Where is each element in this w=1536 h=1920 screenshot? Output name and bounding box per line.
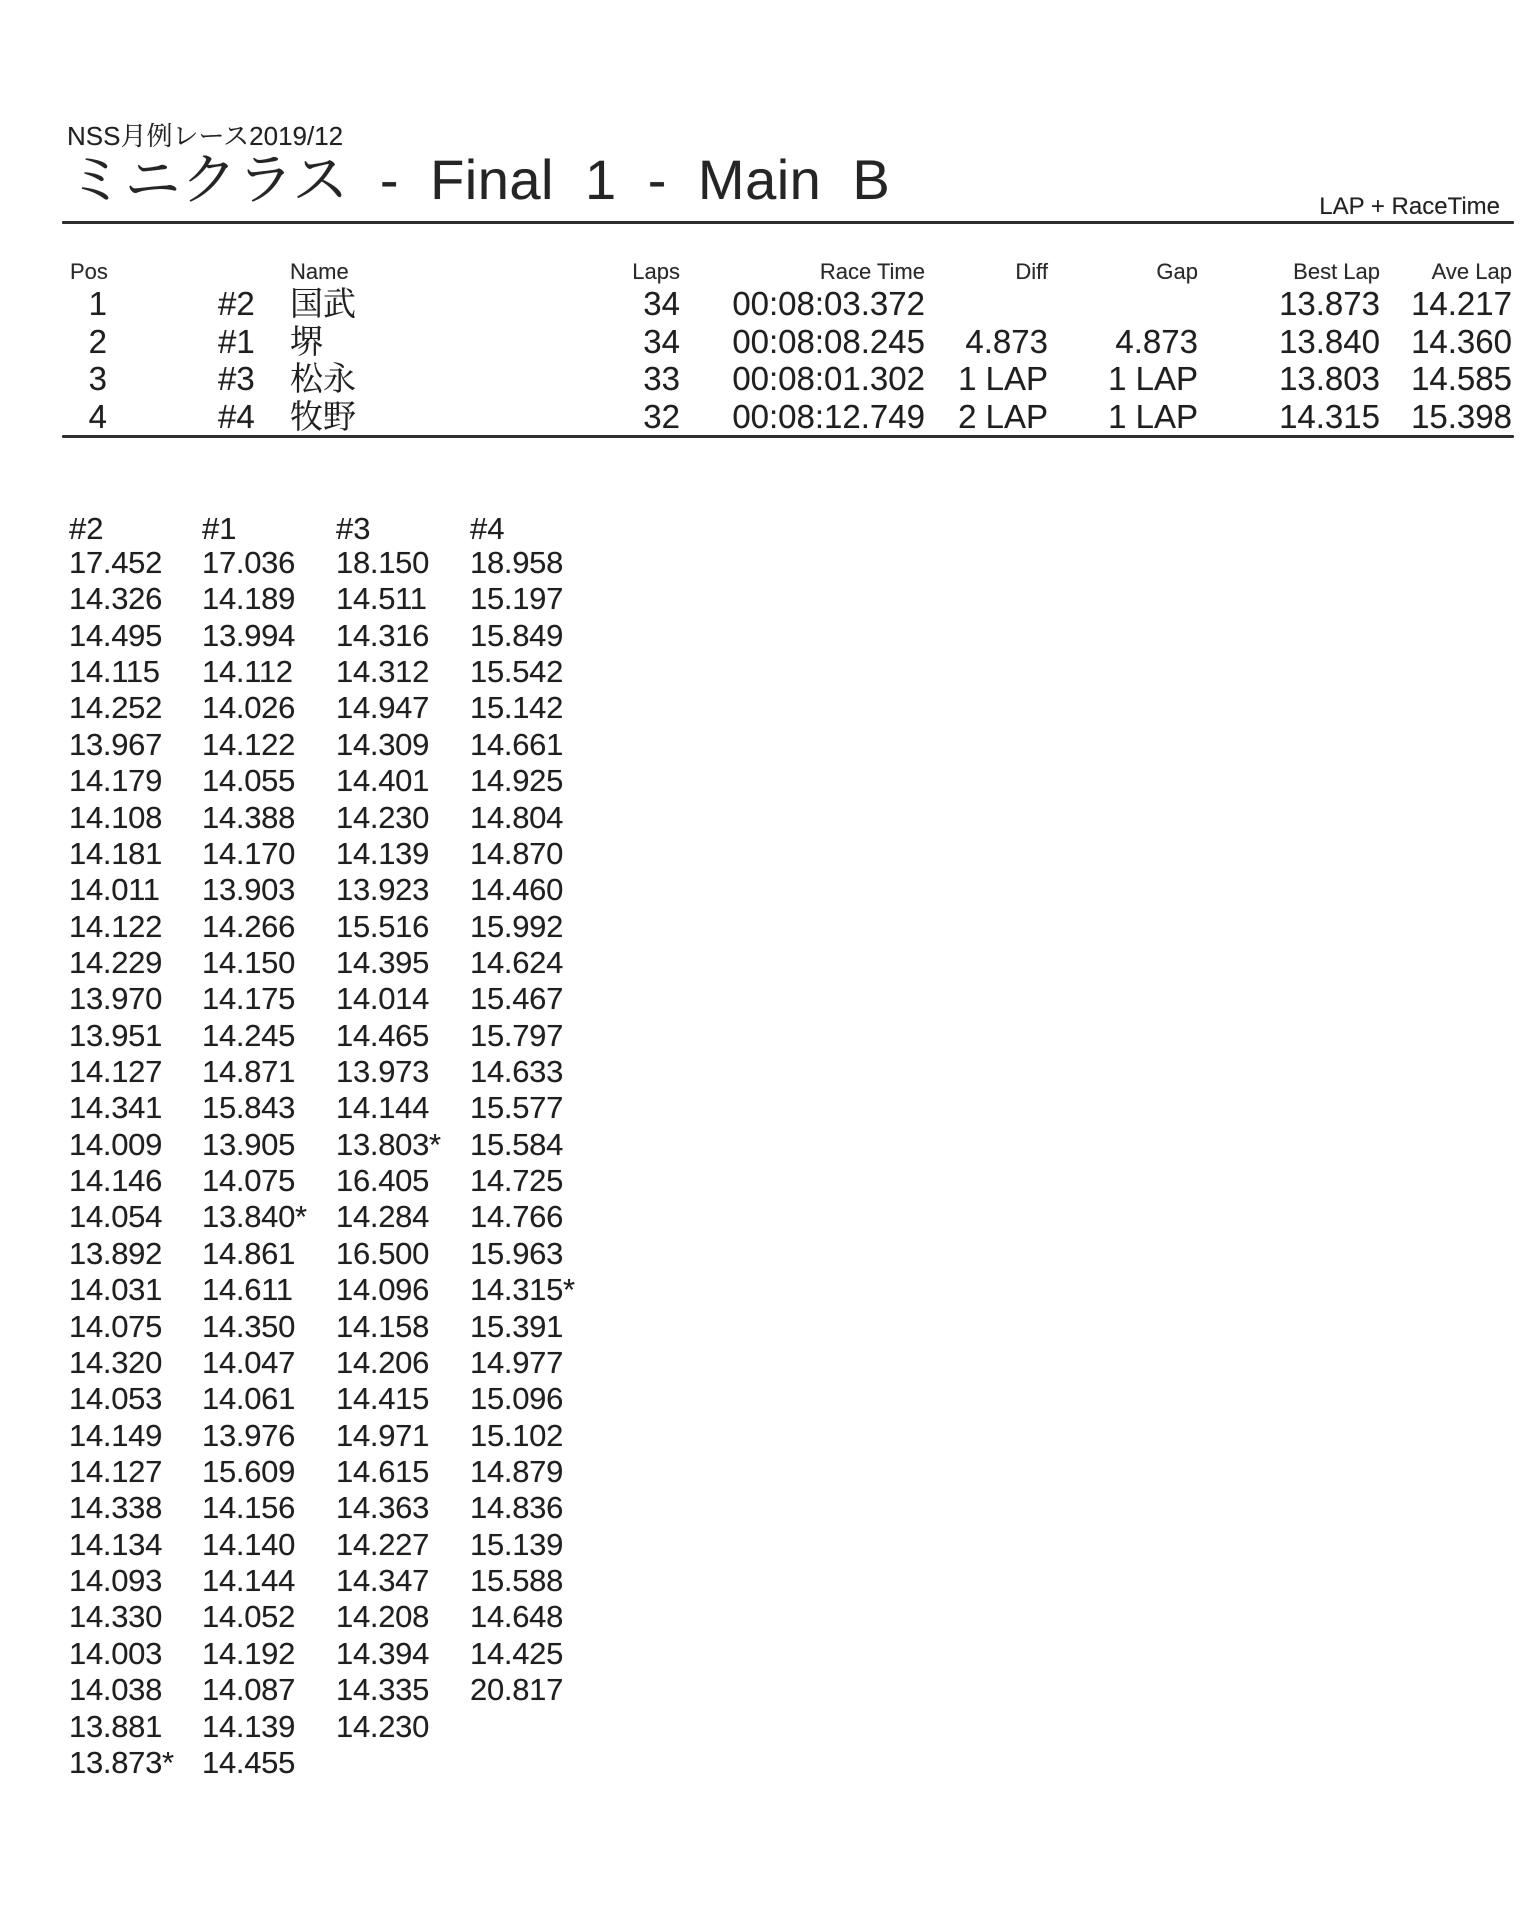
- lap-time-car3: 18.150: [336, 545, 430, 580]
- lap-time-car1: 14.156: [202, 1490, 296, 1526]
- lap-time-car1: 14.055: [202, 763, 296, 799]
- lap-table-header-row: [0, 511, 660, 547]
- lap-time-car3: 14.363: [336, 1490, 430, 1526]
- lap-time-car4: 15.588: [470, 1563, 564, 1599]
- lap-time-car2: 14.038: [69, 1672, 163, 1708]
- race-time-value: 00:08:12.749: [732, 398, 925, 436]
- lap-time-car2: 14.053: [69, 1381, 163, 1417]
- results-header-laps: Laps: [632, 259, 680, 284]
- lap-table-row: [0, 1491, 660, 1527]
- driver-name: 堺: [290, 322, 323, 360]
- lap-time-car4: 14.925: [470, 763, 564, 799]
- lap-table-row: [0, 1746, 660, 1782]
- lap-time-car1: 17.036: [202, 545, 296, 580]
- lap-time-car3: 14.230: [336, 1708, 430, 1744]
- lap-time-car2: 14.338: [69, 1490, 163, 1526]
- lap-time-car2: 14.054: [69, 1199, 163, 1235]
- lap-time-car4: 15.584: [470, 1126, 564, 1162]
- lap-time-car4: 15.102: [470, 1417, 564, 1453]
- lap-time-car3: 14.394: [336, 1635, 430, 1671]
- results-header-name: Name: [290, 259, 349, 284]
- lap-time-car1: 14.150: [202, 944, 296, 980]
- lap-time-car1: 14.266: [202, 908, 296, 944]
- lap-time-car1: 14.061: [202, 1381, 296, 1417]
- lap-time-car3: 14.316: [336, 617, 430, 653]
- lap-time-car4: 14.804: [470, 799, 564, 835]
- laps-value: 33: [643, 360, 680, 398]
- lap-table-column-header: #2: [69, 511, 104, 546]
- lap-time-car1: 14.189: [202, 581, 296, 617]
- lap-table-body: [0, 546, 660, 1782]
- lap-time-car3: 13.803*: [336, 1126, 441, 1162]
- lap-time-car3: 14.206: [336, 1344, 430, 1380]
- results-header-row: [65, 257, 1512, 283]
- lap-time-car1: 13.994: [202, 617, 296, 653]
- lap-time-car2: 13.873*: [69, 1744, 174, 1780]
- lap-time-car3: 14.947: [336, 690, 430, 726]
- results-header-gap: Gap: [1156, 259, 1198, 284]
- lap-time-car3: 13.923: [336, 872, 430, 908]
- lap-time-car4: 15.391: [470, 1308, 564, 1344]
- lap-time-car4: 14.870: [470, 835, 564, 871]
- lap-time-car2: 13.967: [69, 726, 163, 762]
- driver-name: 牧野: [290, 398, 356, 436]
- results-table-body: [65, 286, 1512, 437]
- lap-table-row: [0, 910, 660, 946]
- lap-time-car1: 14.144: [202, 1563, 296, 1599]
- lap-time-car3: 16.405: [336, 1163, 430, 1199]
- best-lap-value: 13.873: [1279, 285, 1380, 322]
- driver-name: 松永: [290, 360, 356, 398]
- lap-table-row: [0, 873, 660, 909]
- gap-value: 4.873: [1115, 322, 1198, 360]
- car-number: #3: [218, 360, 255, 398]
- lap-time-car2: 14.127: [69, 1054, 163, 1090]
- lap-time-car2: 13.892: [69, 1235, 163, 1271]
- lap-time-car4: 15.142: [470, 690, 564, 726]
- lap-time-car1: 14.122: [202, 726, 296, 762]
- lap-time-car1: 14.455: [202, 1744, 296, 1780]
- lap-table-row: [0, 728, 660, 764]
- lap-time-car1: 14.170: [202, 835, 296, 871]
- lap-time-car2: 13.881: [69, 1708, 163, 1744]
- lap-time-car1: 14.350: [202, 1308, 296, 1344]
- race-time-value: 00:08:01.302: [732, 360, 925, 398]
- lap-time-car3: 14.158: [336, 1308, 430, 1344]
- lap-table-row: [0, 1200, 660, 1236]
- lap-time-car3: 14.144: [336, 1090, 430, 1126]
- diff-value: 4.873: [965, 322, 1048, 360]
- lap-table-row: [0, 982, 660, 1018]
- ave-lap-value: 14.360: [1411, 322, 1512, 360]
- lap-time-car1: 14.139: [202, 1708, 296, 1744]
- lap-time-car3: 14.096: [336, 1272, 430, 1308]
- lap-time-car3: 14.415: [336, 1381, 430, 1417]
- lap-time-car1: 14.075: [202, 1163, 296, 1199]
- lap-time-car3: 14.284: [336, 1199, 430, 1235]
- page-title: ミニクラス - Final 1 - Main B: [68, 148, 891, 211]
- lap-table-row: [0, 1528, 660, 1564]
- lap-time-car2: 14.320: [69, 1344, 163, 1380]
- lap-time-car1: 14.047: [202, 1344, 296, 1380]
- ave-lap-value: 14.217: [1411, 285, 1512, 322]
- race-time-value: 00:08:03.372: [732, 285, 925, 322]
- lap-table-row: [0, 691, 660, 727]
- lap-time-car2: 14.146: [69, 1163, 163, 1199]
- laps-value: 34: [643, 285, 680, 322]
- lap-time-car3: 14.014: [336, 981, 430, 1017]
- lap-time-car2: 14.341: [69, 1090, 163, 1126]
- lap-time-car3: 14.335: [336, 1672, 430, 1708]
- lap-table-column-header: #3: [336, 511, 371, 546]
- lap-table-row: [0, 764, 660, 800]
- results-row: [65, 361, 1512, 399]
- race-time-value: 00:08:08.245: [732, 322, 925, 360]
- lap-time-car1: 14.087: [202, 1672, 296, 1708]
- lap-table-row: [0, 1710, 660, 1746]
- lap-time-car3: 14.227: [336, 1526, 430, 1562]
- position-value: 2: [88, 322, 107, 360]
- lap-time-car2: 14.495: [69, 617, 163, 653]
- lap-table-row: [0, 1237, 660, 1273]
- lap-table-row: [0, 837, 660, 873]
- lap-table-row: [0, 1273, 660, 1309]
- lap-time-car3: 14.230: [336, 799, 430, 835]
- lap-time-car1: 14.388: [202, 799, 296, 835]
- lap-time-car3: 16.500: [336, 1235, 430, 1271]
- lap-time-car2: 14.127: [69, 1453, 163, 1489]
- lap-time-car4: 20.817: [470, 1672, 564, 1708]
- lap-time-car4: 14.648: [470, 1599, 564, 1635]
- lap-time-car4: 15.096: [470, 1381, 564, 1417]
- lap-table-row: [0, 619, 660, 655]
- lap-time-car2: 14.031: [69, 1272, 163, 1308]
- event-title: NSS月例レース2019/12: [67, 121, 344, 151]
- lap-table-row: [0, 1019, 660, 1055]
- results-header-ave-lap: Ave Lap: [1431, 259, 1512, 284]
- position-value: 4: [88, 398, 107, 436]
- lap-time-car4: 14.624: [470, 944, 564, 980]
- lap-time-car2: 14.149: [69, 1417, 163, 1453]
- lap-time-car1: 13.905: [202, 1126, 296, 1162]
- lap-time-car1: 15.843: [202, 1090, 296, 1126]
- lap-time-car4: 15.992: [470, 908, 564, 944]
- lap-time-car1: 13.903: [202, 872, 296, 908]
- lap-table-row: [0, 946, 660, 982]
- header-divider: [62, 221, 1514, 224]
- lap-table-row: [0, 1091, 660, 1127]
- lap-table-row: [0, 1419, 660, 1455]
- lap-time-car2: 14.134: [69, 1526, 163, 1562]
- lap-table-row: [0, 1673, 660, 1709]
- lap-time-car2: 14.003: [69, 1635, 163, 1671]
- lap-time-car2: 14.075: [69, 1308, 163, 1344]
- lap-time-car3: 14.139: [336, 835, 430, 871]
- lap-table-row: [0, 546, 660, 582]
- position-value: 3: [88, 360, 107, 398]
- lap-table-row: [0, 801, 660, 837]
- ave-lap-value: 14.585: [1411, 360, 1512, 398]
- lap-table-row: [0, 1128, 660, 1164]
- lap-time-car4: 14.661: [470, 726, 564, 762]
- best-lap-value: 13.803: [1279, 360, 1380, 398]
- lap-table-row: [0, 1637, 660, 1673]
- lap-time-car4: 15.797: [470, 1017, 564, 1053]
- best-lap-value: 14.315: [1279, 398, 1380, 436]
- lap-table-column-header: #4: [470, 511, 505, 546]
- car-number: #1: [218, 322, 255, 360]
- lap-time-car2: 14.326: [69, 581, 163, 617]
- best-lap-value: 13.840: [1279, 322, 1380, 360]
- lap-table-row: [0, 1164, 660, 1200]
- lap-time-car3: 14.511: [336, 581, 427, 617]
- laps-value: 32: [643, 398, 680, 436]
- lap-table-row: [0, 1382, 660, 1418]
- lap-time-car2: 14.093: [69, 1563, 163, 1599]
- lap-time-car1: 14.871: [202, 1054, 296, 1090]
- lap-table-row: [0, 582, 660, 618]
- lap-time-car2: 14.229: [69, 944, 163, 980]
- diff-value: 1 LAP: [958, 360, 1048, 398]
- lap-time-car1: 15.609: [202, 1453, 296, 1489]
- lap-time-car2: 14.122: [69, 908, 163, 944]
- gap-value: 1 LAP: [1108, 398, 1198, 436]
- lap-time-car1: 14.175: [202, 981, 296, 1017]
- lap-time-car4: 14.977: [470, 1344, 564, 1380]
- lap-time-car4: 14.879: [470, 1453, 564, 1489]
- lap-time-car2: 14.252: [69, 690, 163, 726]
- lap-time-car1: 14.112: [202, 654, 293, 690]
- lap-time-car4: 14.425: [470, 1635, 564, 1671]
- lap-table-row: [0, 1310, 660, 1346]
- lap-time-car1: 13.976: [202, 1417, 296, 1453]
- lap-time-car2: 14.115: [69, 654, 160, 690]
- lap-time-car3: 14.208: [336, 1599, 430, 1635]
- lap-time-car3: 14.971: [336, 1417, 430, 1453]
- results-row: [65, 286, 1512, 324]
- lap-time-car2: 14.330: [69, 1599, 163, 1635]
- lap-time-car3: 14.615: [336, 1453, 430, 1489]
- lap-time-car3: 15.516: [336, 908, 430, 944]
- lap-table-row: [0, 1455, 660, 1491]
- lap-time-car4: 14.766: [470, 1199, 564, 1235]
- results-row: [65, 399, 1512, 437]
- lap-time-car1: 14.861: [202, 1235, 296, 1271]
- lap-table-row: [0, 655, 660, 691]
- lap-time-car1: 14.245: [202, 1017, 296, 1053]
- lap-time-car4: 14.836: [470, 1490, 564, 1526]
- lap-table-row: [0, 1600, 660, 1636]
- lap-table-row: [0, 1055, 660, 1091]
- lap-time-car1: 14.140: [202, 1526, 296, 1562]
- lap-time-car4: 15.467: [470, 981, 564, 1017]
- lap-time-car2: 14.108: [69, 799, 163, 835]
- lap-time-car4: 15.849: [470, 617, 564, 653]
- lap-time-car2: 13.951: [69, 1017, 163, 1053]
- results-header-best-lap: Best Lap: [1293, 259, 1380, 284]
- lap-time-car2: 17.452: [69, 545, 163, 580]
- lap-time-car3: 14.465: [336, 1017, 430, 1053]
- lap-time-car3: 14.312: [336, 654, 430, 690]
- lap-time-car2: 14.011: [69, 872, 160, 908]
- lap-time-car1: 14.192: [202, 1635, 296, 1671]
- section-divider: [62, 435, 1514, 438]
- lap-time-car1: 14.026: [202, 690, 296, 726]
- lap-table-row: [0, 1346, 660, 1382]
- lap-table-row: [0, 1564, 660, 1600]
- position-value: 1: [88, 285, 107, 322]
- results-row: [65, 324, 1512, 362]
- results-header-diff: Diff: [1015, 259, 1048, 284]
- lap-time-car1: 14.052: [202, 1599, 296, 1635]
- lap-time-car2: 14.181: [69, 835, 163, 871]
- diff-value: 2 LAP: [958, 398, 1048, 436]
- lap-table-column-header: #1: [202, 511, 237, 546]
- lap-time-car4: 15.542: [470, 654, 564, 690]
- ave-lap-value: 15.398: [1411, 398, 1512, 436]
- lap-time-car4: 15.197: [470, 581, 564, 617]
- lap-time-car4: 14.460: [470, 872, 564, 908]
- lap-time-car3: 14.309: [336, 726, 430, 762]
- lap-time-car3: 14.347: [336, 1563, 430, 1599]
- lap-time-car1: 14.611: [202, 1272, 293, 1308]
- laps-value: 34: [643, 322, 680, 360]
- lap-time-car2: 14.009: [69, 1126, 163, 1162]
- lap-time-car4: 14.315*: [470, 1272, 575, 1308]
- lap-time-car1: 13.840*: [202, 1199, 307, 1235]
- lap-time-car4: 15.139: [470, 1526, 564, 1562]
- lap-time-car3: 13.973: [336, 1054, 430, 1090]
- lap-time-car4: 15.577: [470, 1090, 564, 1126]
- lap-time-car4: 14.725: [470, 1163, 564, 1199]
- lap-time-car3: 14.395: [336, 944, 430, 980]
- results-header-race-time: Race Time: [819, 259, 925, 284]
- lap-time-car4: 18.958: [470, 545, 564, 580]
- driver-name: 国武: [290, 285, 356, 322]
- car-number: #2: [218, 285, 255, 322]
- lap-time-car4: 15.963: [470, 1235, 564, 1271]
- timing-mode-label: LAP + RaceTime: [1319, 193, 1500, 220]
- lap-time-car4: 14.633: [470, 1054, 564, 1090]
- gap-value: 1 LAP: [1108, 360, 1198, 398]
- lap-time-car3: 14.401: [336, 763, 430, 799]
- results-header-pos: Pos: [70, 259, 108, 284]
- lap-time-car2: 14.179: [69, 763, 163, 799]
- lap-time-car2: 13.970: [69, 981, 163, 1017]
- car-number: #4: [218, 398, 255, 436]
